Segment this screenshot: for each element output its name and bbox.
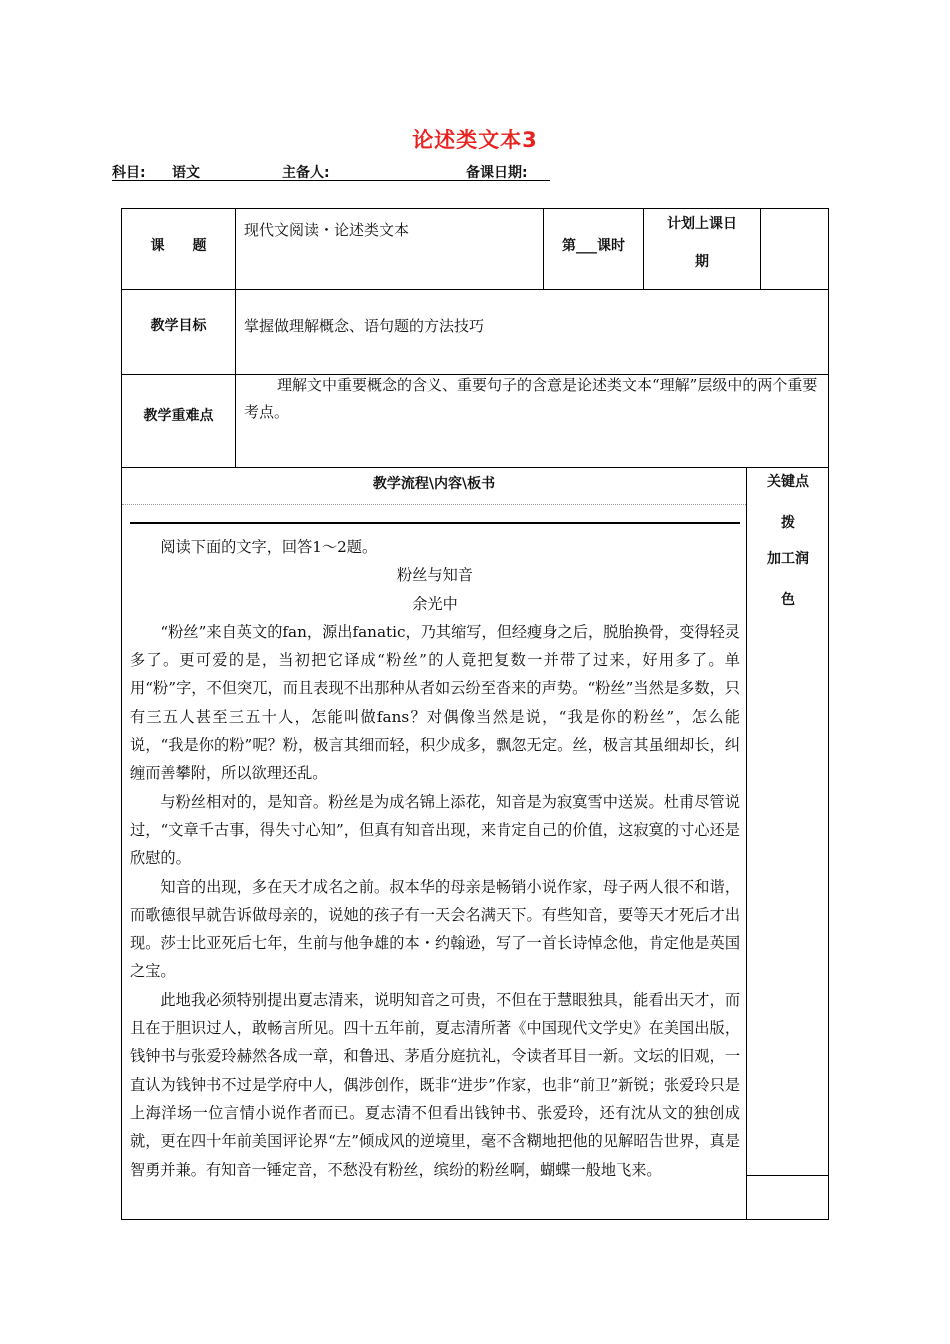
- flow-label: 教学流程\内容\板书: [372, 476, 496, 492]
- topic-label: 课 题: [150, 238, 207, 254]
- key-label: 教学重难点: [143, 408, 214, 424]
- article-paragraph: 此地我必须特别提出夏志清来，说明知音之可贵，不但在于慧眼独具，能看出天才，而且在于胆识过人，敢畅言所见。四十五年前，夏志清所著《中国现代文学史》在美国出版，钱钟书与张爱玲赫然各成一章，和鲁迅、茅盾分庭抗礼，令读者耳目一新。文坛的旧观，一直认为钱钟书不过是学府中人，偶涉创作，既非“进步”作家，也非“前卫”新锐；张爱玲只是上海洋场一位言情小说作者而已。夏志清不但看出钱钟书、张爱玲，还有沈从文的独创成就，更在四十年前美国评论界“左”倾成风的逆境里，毫不含糊地把他的见解昭告世界，真是智勇并兼。有知音一锤定音，不愁没有粉丝，缤纷的粉丝啊，蝴蝶一般地飞来。: [130, 990, 740, 1179]
- plan-date-label-1: 计划上课日: [667, 216, 737, 232]
- document-title: 论述类文本3: [412, 128, 538, 152]
- row-divider: [122, 289, 828, 290]
- subject-value: 语文: [172, 165, 200, 181]
- side-label-3: 加工润: [767, 551, 809, 567]
- article-paragraph: 知音的出现，多在天才成名之前。叔本华的母亲是畅销小说作家，母子两人很不和谐，而歌德很早就告诉做母亲的，说她的孩子有一天会名满天下。有些知音，要等天才死后才出现。莎士比亚死后七年，生前与他争雄的本・约翰逊，写了一首长诗悼念他，肯定他是英国之宝。: [130, 877, 740, 981]
- key-value: 理解文中重要概念的含义、重要句子的含意是论述类文本“理解”层级中的两个重要考点。: [244, 376, 818, 421]
- col-divider: [760, 209, 761, 289]
- col-divider: [235, 209, 236, 467]
- article-paragraph: 与粉丝相对的，是知音。粉丝是为成名锦上添花，知音是为寂寞雪中送炭。杜甫尽管说过，“文章千古事，得失寸心知”，但真有知音出现，来肯定自己的价值，这寂寞的寸心还是欣慰的。: [130, 792, 740, 868]
- goal-value: 掌握做理解概念、语句题的方法技巧: [244, 317, 485, 335]
- article-heading: 粉丝与知音: [397, 566, 473, 585]
- reading-article: [130, 533, 740, 1184]
- side-label-2: 拨: [781, 515, 795, 531]
- row-divider: [746, 1175, 828, 1176]
- preparer-label: 主备人:: [282, 165, 330, 181]
- side-label-4: 色: [781, 592, 795, 608]
- article-paragraph: “粉丝”来自英文的fan，源出fanatic，乃其缩写，但经瘦身之后，脱胎换骨，变得轻灵多了。更可爱的是，当初把它译成“粉丝”的人竟把复数一并带了过来，好用多了。单用“粉”字，不但突兀，而且表现不出那种从者如云纷至沓来的声势。“粉丝”当然是多数，只有三五人甚至三五十人，怎能叫做fans？对偶像当然是说，“我是你的粉丝”，怎么能说，“我是你的粉”呢？粉，极言其细而轻，积少成多，飘忽无定。丝，极言其虽细却长，纠缠而善攀附，所以欲理还乱。: [130, 622, 740, 783]
- topic-value: 现代文阅读・论述类文本: [244, 221, 410, 239]
- date-label: 备课日期:: [466, 165, 528, 181]
- side-label-1: 关键点: [767, 474, 809, 490]
- article-author: 余光中: [412, 594, 458, 613]
- row-divider: [122, 467, 828, 468]
- meta-underline: [112, 180, 550, 181]
- subject-label: 科目:: [112, 165, 146, 181]
- period-label: 第___课时: [562, 238, 625, 254]
- col-divider: [746, 467, 747, 1219]
- article-intro: 阅读下面的文字，回答1～2题。: [160, 538, 378, 556]
- goal-label: 教学目标: [150, 318, 207, 334]
- dotted-divider: [122, 504, 746, 505]
- plan-date-label-2: 期: [695, 254, 709, 270]
- thick-rule: [130, 522, 740, 524]
